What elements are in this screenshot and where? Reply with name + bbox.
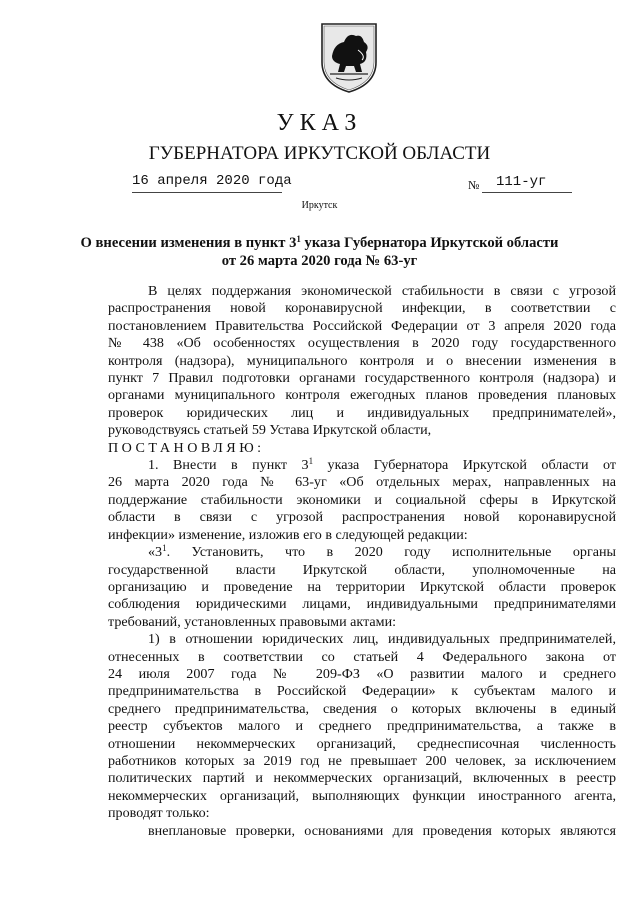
text-line: государственной власти Иркутской области, уполномоченные на [108, 561, 616, 578]
item-1-paragraph [108, 457, 616, 544]
text-line: В целях поддержания экономической стабильности в связи с угрозой [148, 283, 616, 299]
document-heading-line-1: О внесении изменения в пункт $3^1$ указа Губернатора Иркутской области [80, 234, 559, 251]
text-line: 26 марта 2020 года № 63-уг «Об отдельных мерах, направленных на [108, 474, 616, 491]
item-3-1-paragraph [108, 544, 616, 631]
text-line: руководствуясь статьей 59 Устава Иркутской области, [108, 422, 432, 439]
text-line: некоммерческих организаций, выполняющих функции иностранного агента, [108, 787, 616, 804]
text-line: № 438 «Об особенностях осуществления в 2020 году государственного [108, 335, 616, 352]
number-underline [482, 192, 572, 193]
preamble-paragraph [108, 283, 616, 440]
document-heading-line-2: от 26 марта 2020 года № 63-уг [221, 253, 418, 269]
text-line: поддержание стабильности экономики и социальной сферы в Иркутской [108, 491, 616, 508]
text-line: 1) в отношении юридических лиц, индивидуальных предпринимателей, [148, 631, 616, 648]
text-line: постановлением Правительства Российской Федерации от 3 апреля 2020 года [108, 317, 616, 334]
text-line: соблюдения юридическими лицами, индивидуальными предпринимателями [108, 596, 616, 613]
text-line: требований, установленных правовыми актами: [108, 613, 397, 630]
number-sign: № [468, 178, 480, 192]
text-line: организацию и проведение на территории Иркутской области проверок [108, 578, 616, 595]
date-underline [132, 192, 282, 193]
text-line: проводят только: [108, 805, 210, 822]
decree-word: ПОСТАНОВЛЯЮ: [108, 439, 265, 456]
text-line: отношении некоммерческих организаций, среднесписочная численность [108, 735, 616, 752]
document-body [108, 283, 616, 840]
decree-number: 111-уг [496, 174, 547, 190]
text-line: проверок юридических лиц и индивидуальных предпринимателей», [108, 404, 616, 421]
text-line: реестр субъектов малого и среднего предпринимательства, а также в [108, 718, 616, 735]
text-line: 24 июля 2007 года № 209-ФЗ «О развитии малого и среднего [108, 665, 616, 682]
text-line: органами муниципального контроля ежегодных планов проведения плановых [108, 387, 616, 404]
text-line: пункт 7 Правил подготовки органами государственного контроля (надзора) и [108, 370, 616, 387]
text-line: отнесенных в соответствии со статьей 4 Федерального закона от [108, 648, 616, 665]
text-line: политических партий и некоммерческих организаций, включенных в реестр [108, 770, 616, 787]
subitem-1-paragraph [108, 631, 616, 822]
text-line: внеплановые проверки, основаниями для проведения которых являются [148, 822, 616, 839]
text-line: предпринимательства в Российской Федерации» к субъектам малого и [108, 683, 616, 700]
decree-date: 16 апреля 2020 года [132, 173, 292, 189]
city-name: Иркутск [301, 200, 338, 211]
text-line: инфекции» изменение, изложив его в следующей редакции: [108, 526, 468, 543]
decree-title: УКАЗ [276, 110, 363, 136]
text-line: распространения новой коронавирусной инфекции, в соответствии с [108, 300, 616, 317]
text-line: контроля (надзора), муниципального контроля и о внесении изменения в [108, 352, 616, 369]
text-line: «$3^1$. Установить, что в 2020 году исполнительные органы [148, 543, 616, 561]
issuer-title: ГУБЕРНАТОРА ИРКУТСКОЙ ОБЛАСТИ [148, 143, 491, 164]
text-line: работников которых за 2019 год не превышает 200 человек, за исключением [108, 752, 616, 769]
text-line: 1. Внести в пункт $3^1$ указа Губернатора Иркутской области от [148, 456, 617, 474]
text-line: среднего предпринимательства, сведения о которых включены в единый [108, 700, 616, 717]
irkutsk-coat-of-arms-icon [318, 22, 380, 94]
text-line: области в связи с угрозой распространения новой коронавирусной [108, 509, 616, 526]
